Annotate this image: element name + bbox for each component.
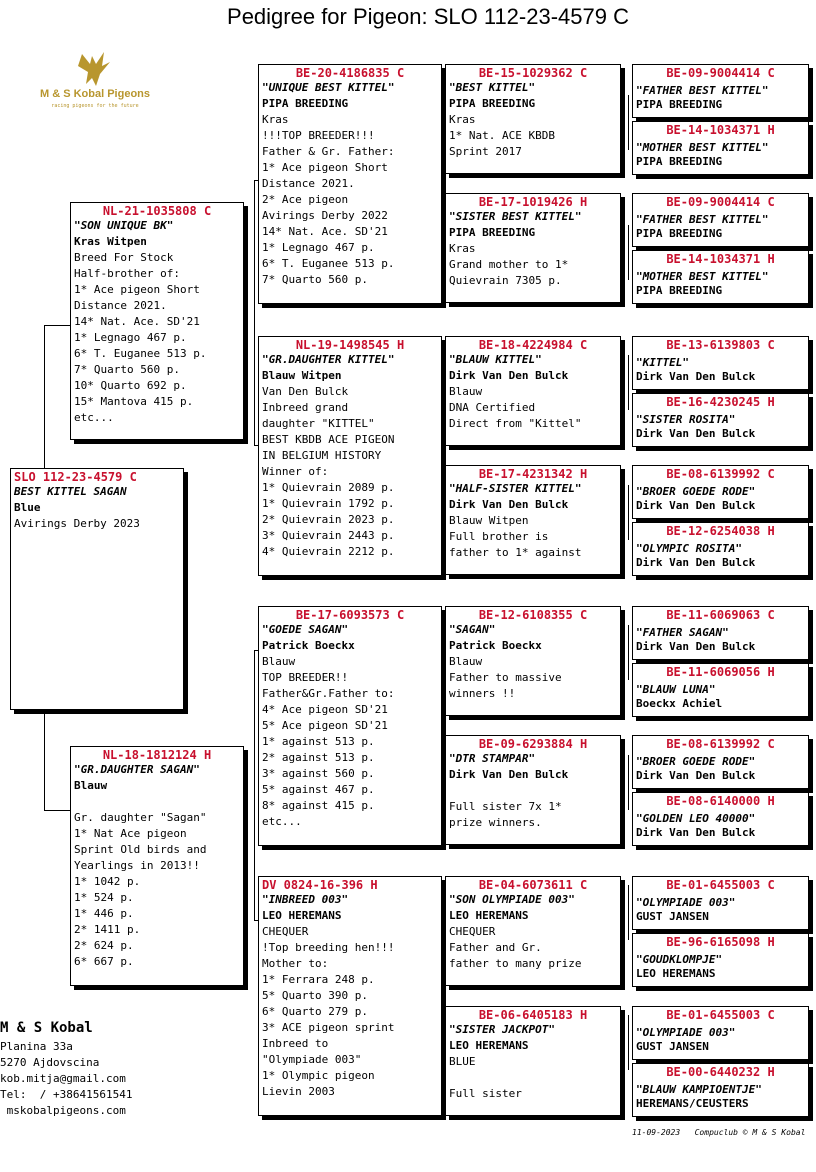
pigeon-card-fff (445, 64, 621, 174)
info-line: etc... (262, 815, 302, 828)
pigeon-owner: LEO HEREMANS (449, 909, 529, 922)
ring-number: SLO 112-23-4579 C (14, 470, 137, 484)
info-line: 1* 1042 p. (74, 875, 141, 888)
ring-number: NL-21-1035808 C (102, 204, 212, 218)
pigeon-name: "SISTER ROSITA" (636, 413, 736, 426)
info-line: 3* Quievrain 2443 p. (262, 529, 395, 542)
pigeon-owner: Patrick Boeckx (262, 639, 355, 652)
pigeon-name: "MOTHER BEST KITTEL" (636, 141, 769, 154)
info-line: 2* Quievrain 2023 p. (262, 513, 395, 526)
info-line: Avirings Derby 2022 (262, 209, 388, 222)
info-line: Avirings Derby 2023 (14, 517, 140, 530)
info-line: Van Den Bulck (262, 385, 349, 398)
info-line: 14* Nat. Ace. SD'21 (74, 315, 200, 328)
info-line: 1* Nat. ACE KBDB (449, 129, 555, 142)
pigeon-name: "FATHER BEST KITTEL" (636, 213, 769, 226)
pigeon-name: "HALF-SISTER KITTEL" (449, 482, 582, 495)
pigeon-card-fm (258, 336, 442, 576)
pigeon-name: "DTR STAMPAR" (449, 752, 536, 765)
pigeon-card-mfm (445, 735, 621, 845)
info-line: 4* Ace pigeon SD'21 (262, 703, 388, 716)
info-line: 8* against 415 p. (262, 799, 375, 812)
ring-number: BE-01-6455003 C (666, 1008, 775, 1022)
pigeon-card-gen4-3 (632, 193, 809, 247)
pigeon-name: BEST KITTEL SAGAN (14, 485, 127, 498)
pigeon-owner: Dirk Van Den Bulck (449, 369, 569, 382)
pigeon-card-gen4-13 (632, 876, 809, 930)
ring-number: BE-17-1019426 H (478, 195, 588, 209)
ring-number: BE-18-4224984 C (478, 338, 588, 352)
pigeon-name: "BLAUW LUNA" (636, 683, 716, 696)
pigeon-owner: GUST JANSEN (636, 1040, 709, 1053)
pigeon-owner: Dirk Van Den Bulck (449, 768, 569, 781)
info-line: !Top breeding hen!!! (262, 941, 395, 954)
info-line: 10* Quarto 692 p. (74, 379, 187, 392)
info-line: Full sister 7x 1* (449, 800, 562, 813)
pigeon-card-dam (70, 746, 244, 986)
pigeon-owner: PIPA BREEDING (636, 98, 723, 111)
info-line (449, 1070, 617, 1086)
logo-brand: M & S Kobal Pigeons (39, 88, 150, 100)
info-line: 2* Ace pigeon (262, 193, 349, 206)
info-line: 2* 624 p. (74, 939, 134, 952)
pigeon-name: "SON OLYMPIADE 003" (449, 893, 575, 906)
info-line: 5* Ace pigeon SD'21 (262, 719, 388, 732)
contact-city: 5270 Ajdovscina (0, 1056, 100, 1069)
pigeon-owner: Dirk Van Den Bulck (636, 370, 756, 383)
ring-number: BE-17-6093573 C (295, 608, 405, 622)
pigeon-owner: GUST JANSEN (636, 910, 709, 923)
info-line: Inbreed grand (262, 401, 349, 414)
ring-number: BE-12-6108355 C (478, 608, 588, 622)
pigeon-name: "SON UNIQUE BK" (74, 219, 174, 232)
pigeon-owner: PIPA BREEDING (636, 155, 723, 168)
ring-number: BE-04-6073611 C (478, 878, 588, 892)
info-line: Breed For Stock (74, 251, 174, 264)
info-line: Sprint 2017 (449, 145, 522, 158)
ring-number: BE-15-1029362 C (478, 66, 588, 80)
info-line: CHEQUER (262, 925, 309, 938)
pigeon-name: "FATHER SAGAN" (636, 626, 729, 639)
ring-number: BE-08-6139992 C (666, 467, 775, 481)
info-line: 6* 667 p. (74, 955, 134, 968)
info-line: Mother to: (262, 957, 329, 970)
pigeon-owner: Dirk Van Den Bulck (636, 556, 756, 569)
ring-number: NL-18-1812124 H (102, 748, 212, 762)
ring-number: BE-08-6140000 H (666, 794, 775, 808)
info-line: 1* against 513 p. (262, 735, 375, 748)
pigeon-name: "KITTEL" (636, 356, 689, 369)
logo (30, 50, 160, 110)
ring-number: BE-17-4231342 H (478, 467, 588, 481)
info-line: 15* Mantova 415 p. (74, 395, 194, 408)
info-line: Blauw (262, 655, 296, 668)
ring-number: BE-11-6069056 H (666, 665, 775, 679)
info-line: 1* 446 p. (74, 907, 134, 920)
pigeon-owner: LEO HEREMANS (262, 909, 342, 922)
pigeon-name: "OLYMPIADE 003" (636, 896, 736, 909)
pigeon-card-gen4-2 (632, 121, 809, 175)
ring-number: BE-13-6139803 C (666, 338, 775, 352)
pigeon-name: "UNIQUE BEST KITTEL" (262, 81, 395, 94)
info-line: IN BELGIUM HISTORY (262, 449, 382, 462)
pigeon-card-mm (258, 876, 442, 1116)
info-line: Quievrain 7305 p. (449, 274, 562, 287)
info-line: 7* Quarto 560 p. (262, 273, 368, 286)
info-line: 1* Legnago 467 p. (74, 331, 187, 344)
pigeon-card-gen4-1 (632, 64, 809, 118)
info-line: father to 1* against (449, 546, 582, 559)
pigeon-name: "SISTER JACKPOT" (449, 1023, 555, 1036)
info-line: DNA Certified (449, 401, 536, 414)
pigeon-card-mmf (445, 876, 621, 986)
info-line: winners !! (449, 687, 516, 700)
ring-number: DV 0824-16-396 H (262, 878, 378, 892)
info-line: Kras (449, 242, 476, 255)
pigeon-name: "OLYMPIADE 003" (636, 1026, 736, 1039)
info-line: Distance 2021. (74, 299, 167, 312)
pigeon-card-gen4-5 (632, 336, 809, 390)
pigeon-card-gen4-15 (632, 1006, 809, 1060)
pigeon-name: "BLAUW KAMPIOENTJE" (636, 1083, 762, 1096)
ring-number: BE-06-6405183 H (478, 1008, 588, 1022)
info-line: 6* T. Euganee 513 p. (262, 257, 395, 270)
info-line: 3* ACE pigeon sprint (262, 1021, 395, 1034)
pigeon-card-gen4-14 (632, 933, 809, 987)
pigeon-card-mf (258, 606, 442, 846)
info-line: 3* against 560 p. (262, 767, 375, 780)
info-line: 1* Nat Ace pigeon (74, 827, 187, 840)
pigeon-card-fmm (445, 465, 621, 575)
ring-number: BE-96-6165098 H (666, 935, 775, 949)
info-line: Inbreed to (262, 1037, 329, 1050)
pigeon-name: "BLAUW KITTEL" (449, 353, 542, 366)
pigeon-card-gen4-7 (632, 465, 809, 519)
info-line: Sprint Old birds and (74, 843, 207, 856)
info-line (449, 783, 617, 799)
ring-number: BE-14-1034371 H (666, 252, 775, 266)
info-line: Father and Gr. (449, 941, 542, 954)
info-line: 2* against 513 p. (262, 751, 375, 764)
info-line: Father & Gr. Father: (262, 145, 395, 158)
info-line: daughter "KITTEL" (262, 417, 375, 430)
info-line: Grand mother to 1* (449, 258, 569, 271)
pigeon-owner: PIPA BREEDING (449, 97, 536, 110)
pigeon-owner: PIPA BREEDING (636, 284, 723, 297)
logo-tagline: racing pigeons for the future (51, 103, 139, 109)
pigeon-card-gen4-6 (632, 393, 809, 447)
info-line: 6* T. Euganee 513 p. (74, 347, 207, 360)
info-line: Full brother is (449, 530, 549, 543)
info-line: prize winners. (449, 816, 542, 829)
contact-email: kob.mitja@gmail.com (0, 1072, 126, 1085)
pigeon-card-ff (258, 64, 442, 304)
pigeon-owner: Dirk Van Den Bulck (636, 427, 756, 440)
info-line: Half-brother of: (74, 267, 180, 280)
pigeon-name: "GOUDKLOMPJE" (636, 953, 723, 966)
info-line: Blauw Witpen (449, 514, 529, 527)
pigeon-name: "BEST KITTEL" (449, 81, 536, 94)
pigeon-name: "GR.DAUGHTER KITTEL" (262, 353, 395, 366)
pigeon-name: "BROER GOEDE RODE" (636, 485, 756, 498)
footer-note: 11-09-2023 Compuclub © M & S Kobal (632, 1128, 806, 1137)
pigeon-name: "GR.DAUGHTER SAGAN" (74, 763, 200, 776)
info-line: 4* Quievrain 2212 p. (262, 545, 395, 558)
pigeon-card-ffm (445, 193, 621, 303)
info-line: TOP BREEDER!! (262, 671, 349, 684)
info-line (74, 794, 240, 810)
contact-block (0, 1020, 132, 1119)
info-line: 1* Ferrara 248 p. (262, 973, 375, 986)
info-line: Father&Gr.Father to: (262, 687, 395, 700)
pigeon-card-gen4-9 (632, 606, 809, 660)
info-line: 7* Quarto 560 p. (74, 363, 180, 376)
pigeon-owner: Boeckx Achiel (636, 697, 723, 710)
contact-website: mskobalpigeons.com (0, 1104, 126, 1117)
contact-address: Planina 33a (0, 1040, 73, 1053)
pigeon-owner: Patrick Boeckx (449, 639, 542, 652)
info-line: 1* Quievrain 1792 p. (262, 497, 395, 510)
info-line: Gr. daughter "Sagan" (74, 811, 207, 824)
pigeon-owner: PIPA BREEDING (636, 227, 723, 240)
pigeon-name: "BROER GOEDE RODE" (636, 755, 756, 768)
page-title: Pedigree for Pigeon: SLO 112-23-4579 C (227, 4, 629, 29)
info-line: 1* Ace pigeon Short (262, 161, 388, 174)
pigeon-card-fmf (445, 336, 621, 446)
ring-number: BE-09-6293884 H (478, 737, 588, 751)
ring-number: BE-09-9004414 C (666, 66, 775, 80)
info-line: 6* Quarto 279 p. (262, 1005, 368, 1018)
ring-number: BE-20-4186835 C (295, 66, 405, 80)
info-line: 5* against 467 p. (262, 783, 375, 796)
info-line: Winner of: (262, 465, 329, 478)
pigeon-owner: Dirk Van Den Bulck (636, 499, 756, 512)
ring-number: BE-16-4230245 H (666, 395, 775, 409)
pigeon-owner: Dirk Van Den Bulck (636, 640, 756, 653)
pigeon-card-gen4-16 (632, 1063, 809, 1117)
info-line: 5* Quarto 390 p. (262, 989, 368, 1002)
pigeon-card-mff (445, 606, 621, 716)
info-line: 14* Nat. Ace. SD'21 (262, 225, 388, 238)
info-line: Direct from "Kittel" (449, 417, 582, 430)
info-line: Distance 2021. (262, 177, 355, 190)
info-line: 1* Legnago 467 p. (262, 241, 375, 254)
pigeon-name: "MOTHER BEST KITTEL" (636, 270, 769, 283)
info-line: Lievin 2003 (262, 1085, 335, 1098)
info-line: Blauw (449, 385, 483, 398)
pigeon-owner: PIPA BREEDING (262, 97, 349, 110)
pigeon-card-subject (10, 468, 184, 710)
pigeon-owner: LEO HEREMANS (449, 1039, 529, 1052)
pigeon-name: "GOLDEN LEO 40000" (636, 812, 756, 825)
info-line: !!!TOP BREEDER!!! (262, 129, 375, 142)
info-line: father to many prize (449, 957, 582, 970)
ring-number: BE-11-6069063 C (666, 608, 775, 622)
ring-number: NL-19-1498545 H (295, 338, 405, 352)
pigeon-card-gen4-10 (632, 663, 809, 717)
pigeon-owner: Dirk Van Den Bulck (636, 769, 756, 782)
contact-name: M & S Kobal (0, 1020, 93, 1036)
ring-number: BE-14-1034371 H (666, 123, 775, 137)
pigeon-owner: PIPA BREEDING (449, 226, 536, 239)
info-line: BLUE (449, 1055, 476, 1068)
info-line: Kras (449, 113, 476, 126)
pigeon-owner: Dirk Van Den Bulck (449, 498, 569, 511)
contact-phone: Tel: / +38641561541 (0, 1088, 133, 1101)
pigeon-colour: Blue (14, 501, 41, 514)
pigeon-card-gen4-11 (632, 735, 809, 789)
pigeon-owner: Blauw Witpen (262, 369, 342, 382)
pigeon-card-gen4-12 (632, 792, 809, 846)
pigeon-name: "INBREED 003" (262, 893, 349, 906)
info-line: 1* Olympic pigeon (262, 1069, 375, 1082)
pigeon-logo-icon (30, 50, 160, 90)
info-line: Blauw (449, 655, 483, 668)
info-line: Father to massive (449, 671, 562, 684)
info-line: 1* Ace pigeon Short (74, 283, 200, 296)
pigeon-name: "OLYMPIC ROSITA" (636, 542, 742, 555)
pigeon-owner: LEO HEREMANS (636, 967, 716, 980)
pigeon-card-gen4-4 (632, 250, 809, 304)
ring-number: BE-09-9004414 C (666, 195, 775, 209)
pigeon-owner: Dirk Van Den Bulck (636, 826, 756, 839)
info-line: 2* 1411 p. (74, 923, 141, 936)
info-line: "Olympiade 003" (262, 1053, 362, 1066)
pigeon-name: "SISTER BEST KITTEL" (449, 210, 582, 223)
ring-number: BE-01-6455003 C (666, 878, 775, 892)
pigeon-owner: Kras Witpen (74, 235, 147, 248)
info-line: Yearlings in 2013!! (74, 859, 200, 872)
ring-number: BE-12-6254038 H (666, 524, 775, 538)
pigeon-name: "FATHER BEST KITTEL" (636, 84, 769, 97)
info-line: Kras (262, 113, 289, 126)
info-line: etc... (74, 411, 114, 424)
info-line: 1* Quievrain 2089 p. (262, 481, 395, 494)
info-line: 1* 524 p. (74, 891, 134, 904)
pigeon-card-sire (70, 202, 244, 440)
info-line: Full sister (449, 1087, 522, 1100)
info-line: CHEQUER (449, 925, 496, 938)
pigeon-card-gen4-8 (632, 522, 809, 576)
pigeon-colour: Blauw (74, 779, 108, 792)
ring-number: BE-08-6139992 C (666, 737, 775, 751)
pigeon-card-mmm (445, 1006, 621, 1116)
pigeon-name: "GOEDE SAGAN" (262, 623, 349, 636)
pigeon-owner: HEREMANS/CEUSTERS (636, 1097, 749, 1110)
ring-number: BE-00-6440232 H (666, 1065, 775, 1079)
info-line: BEST KBDB ACE PIGEON (262, 433, 395, 446)
pigeon-name: "SAGAN" (449, 623, 496, 636)
